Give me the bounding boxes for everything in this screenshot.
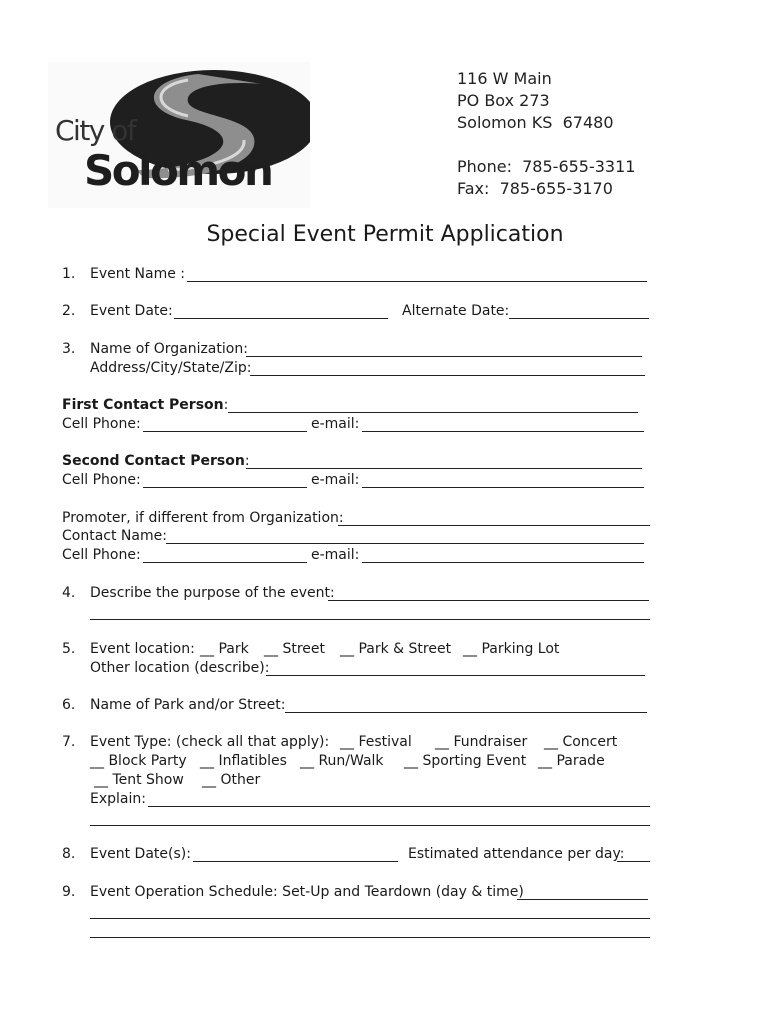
explain-label: Explain: xyxy=(90,791,146,807)
type-option-other[interactable]: __ Other xyxy=(202,772,261,788)
explain-field-continued[interactable] xyxy=(90,825,650,826)
type-option-inflatibles[interactable]: __ Inflatibles xyxy=(200,753,287,769)
address-field[interactable] xyxy=(250,375,645,376)
purpose-field[interactable] xyxy=(328,600,649,601)
event-date-label: Event Date: xyxy=(90,303,173,319)
address-line: 116 W Main xyxy=(457,69,552,88)
cell-phone-field[interactable] xyxy=(143,487,307,488)
fax-line: Fax: 785-655-3170 xyxy=(457,179,613,198)
park-street-field[interactable] xyxy=(285,712,647,713)
email-label: e-mail: xyxy=(311,547,360,563)
logo-solomon-text: Solomon xyxy=(84,146,272,195)
question-3-row xyxy=(0,341,770,361)
question-7-explain-row xyxy=(0,791,770,811)
attendance-label: Estimated attendance per day: xyxy=(408,846,625,862)
schedule-field-continued[interactable] xyxy=(90,937,650,938)
second-contact-phone-row xyxy=(0,472,770,492)
type-option-run-walk[interactable]: __ Run/Walk xyxy=(300,753,384,769)
promoter-phone-row xyxy=(0,547,770,567)
question-number: 9. xyxy=(62,884,76,900)
location-option-parking-lot[interactable]: __ Parking Lot xyxy=(463,641,560,657)
type-option-block-party[interactable]: __ Block Party xyxy=(90,753,187,769)
question-5-row xyxy=(0,641,770,661)
contact-name-label: Contact Name: xyxy=(62,528,167,544)
alternate-date-label: Alternate Date: xyxy=(402,303,510,319)
address-line: Solomon KS 67480 xyxy=(457,113,614,132)
location-option-park-street[interactable]: __ Park & Street xyxy=(340,641,452,657)
first-contact-row xyxy=(0,397,770,417)
question-1-row xyxy=(0,266,770,286)
question-4-extra-row xyxy=(0,604,770,624)
address-label: Address/City/State/Zip: xyxy=(90,360,252,376)
question-number: 2. xyxy=(62,303,76,319)
purpose-label: Describe the purpose of the event: xyxy=(90,585,335,601)
question-7-row-3 xyxy=(0,772,770,792)
question-7-row-2 xyxy=(0,753,770,773)
question-number: 4. xyxy=(62,585,76,601)
organization-name-field[interactable] xyxy=(246,356,642,357)
event-name-label: Event Name : xyxy=(90,266,186,282)
question-number: 8. xyxy=(62,846,76,862)
email-label: e-mail: xyxy=(311,472,360,488)
cell-phone-field[interactable] xyxy=(143,562,307,563)
cell-phone-label: Cell Phone: xyxy=(62,472,141,488)
phone-line: Phone: 785-655-3311 xyxy=(457,157,636,176)
other-location-field[interactable] xyxy=(266,675,645,676)
email-field[interactable] xyxy=(362,487,644,488)
promoter-contact-row xyxy=(0,528,770,548)
promoter-label: Promoter, if different from Organization: xyxy=(62,510,344,526)
promoter-row xyxy=(0,510,770,530)
page-title: Special Event Permit Application xyxy=(206,222,564,247)
promoter-field[interactable] xyxy=(338,525,650,526)
question-9-row xyxy=(0,884,770,904)
question-number: 6. xyxy=(62,697,76,713)
question-number: 1. xyxy=(62,266,76,282)
logo-city-text: City of xyxy=(55,114,136,147)
cell-phone-label: Cell Phone: xyxy=(62,416,141,432)
organization-name-label: Name of Organization: xyxy=(90,341,248,357)
event-dates-field[interactable] xyxy=(193,861,398,862)
first-contact-label: First Contact Person: xyxy=(62,397,229,413)
question-number: 5. xyxy=(62,641,76,657)
second-contact-label: Second Contact Person: xyxy=(62,453,250,469)
type-option-tent-show[interactable]: __ Tent Show xyxy=(94,772,184,788)
type-option-parade[interactable]: __ Parade xyxy=(538,753,605,769)
attendance-field[interactable] xyxy=(617,861,650,862)
contact-address-block xyxy=(457,68,635,200)
first-contact-phone-row xyxy=(0,416,770,436)
park-street-label: Name of Park and/or Street: xyxy=(90,697,286,713)
question-9-extra-row-1 xyxy=(0,903,770,923)
question-6-row xyxy=(0,697,770,717)
event-type-label: Event Type: (check all that apply): xyxy=(90,734,330,750)
location-option-street[interactable]: __ Street xyxy=(264,641,325,657)
question-number: 3. xyxy=(62,341,76,357)
address-line: PO Box 273 xyxy=(457,91,550,110)
event-dates-label: Event Date(s): xyxy=(90,846,191,862)
question-7-extra-row xyxy=(0,810,770,830)
question-2-row xyxy=(0,303,770,323)
event-name-field[interactable] xyxy=(187,281,647,282)
email-field[interactable] xyxy=(362,562,644,563)
contact-name-field[interactable] xyxy=(166,543,644,544)
other-location-label: Other location (describe): xyxy=(90,660,270,676)
question-3-address-row xyxy=(0,360,770,380)
schedule-field-continued[interactable] xyxy=(90,918,650,919)
type-option-sporting-event[interactable]: __ Sporting Event xyxy=(404,753,527,769)
second-contact-row xyxy=(0,453,770,473)
explain-field[interactable] xyxy=(148,806,650,807)
cell-phone-field[interactable] xyxy=(143,431,307,432)
question-5-other-row xyxy=(0,660,770,680)
question-4-row xyxy=(0,585,770,605)
alternate-date-field[interactable] xyxy=(509,318,649,319)
city-logo xyxy=(48,62,310,208)
email-label: e-mail: xyxy=(311,416,360,432)
question-number: 7. xyxy=(62,734,76,750)
schedule-field[interactable] xyxy=(517,899,648,900)
type-option-festival[interactable]: __ Festival xyxy=(340,734,412,750)
event-date-field[interactable] xyxy=(174,318,388,319)
cell-phone-label: Cell Phone: xyxy=(62,547,141,563)
location-option-park[interactable]: __ Park xyxy=(200,641,249,657)
second-contact-field[interactable] xyxy=(246,468,642,469)
email-field[interactable] xyxy=(362,431,644,432)
type-option-fundraiser[interactable]: __ Fundraiser xyxy=(435,734,528,750)
purpose-field-continued[interactable] xyxy=(90,619,650,620)
schedule-label: Event Operation Schedule: Set-Up and Teardown (day & time) xyxy=(90,884,524,900)
question-8-row xyxy=(0,846,770,866)
question-9-extra-row-2 xyxy=(0,922,770,942)
address-spacer xyxy=(457,134,635,156)
event-location-label: Event location: xyxy=(90,641,195,657)
type-option-concert[interactable]: __ Concert xyxy=(544,734,618,750)
first-contact-field[interactable] xyxy=(228,412,638,413)
question-7-row xyxy=(0,734,770,754)
